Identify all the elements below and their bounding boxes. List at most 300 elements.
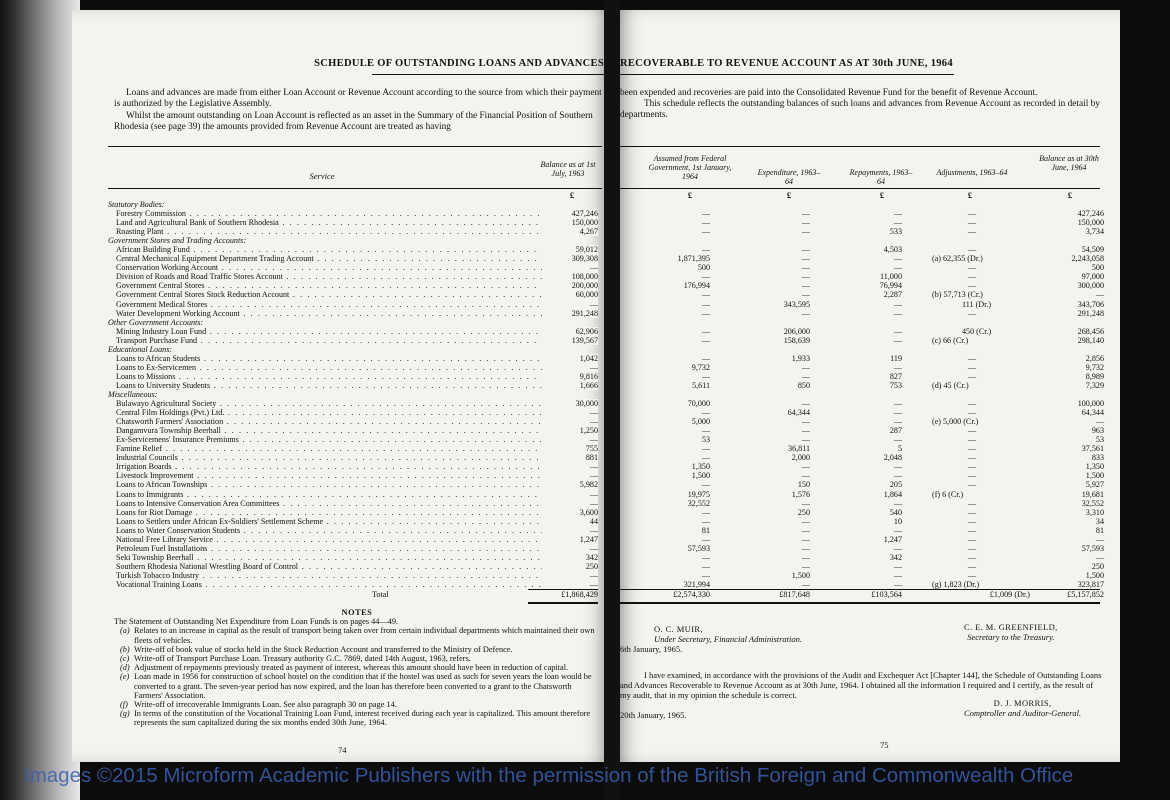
balance-1964-value: — [1095, 290, 1104, 300]
header-expenditure: Expenditure, 1963–64 [757, 168, 821, 186]
balance-1963-value: — [543, 499, 598, 508]
total-expenditure: £817,648 [779, 590, 810, 599]
notes [114, 608, 600, 728]
repayments-value [836, 390, 902, 399]
section-heading [108, 236, 598, 245]
assumed-value: — [701, 353, 710, 363]
header-rule-bottom [108, 188, 602, 189]
adjustment-value: — [968, 498, 977, 508]
adjustment-value: — [968, 263, 977, 273]
repayments-value: — [893, 399, 902, 409]
balance-1963-value: 291,248 [543, 309, 598, 318]
balance-1963-value: 200,000 [543, 281, 598, 290]
note-item [120, 654, 600, 663]
table-row [108, 381, 598, 390]
assumed-value: 5,611 [692, 380, 710, 390]
assumed-value [644, 236, 710, 245]
adjustment-value: — [968, 435, 977, 445]
balance-1964-value: 7,329 [1085, 380, 1104, 390]
balance-1963-value: 881 [543, 453, 598, 462]
expenditure-value: — [801, 272, 810, 282]
balance-1963-value: 60,000 [543, 290, 598, 299]
table-row [108, 363, 598, 372]
repayments-value: — [893, 218, 902, 228]
table-row [108, 209, 598, 218]
service-name: Government Central Stores . . . [108, 281, 542, 290]
balance-1964-value: 1,350 [1085, 462, 1104, 472]
balance-1963-value: — [543, 571, 598, 580]
expenditure-value: — [801, 435, 810, 445]
balance-1963-value: 1,666 [543, 381, 598, 390]
expenditure-value: 1,933 [791, 353, 810, 363]
note-key: (b) [120, 644, 130, 654]
table-row [108, 462, 598, 471]
assumed-value: — [701, 552, 710, 562]
assumed-value: 53 [701, 435, 710, 445]
assumed-value: — [701, 272, 710, 282]
table-row [108, 290, 598, 299]
table-row [108, 453, 598, 462]
balance-1963-value: — [543, 435, 598, 444]
assumed-value: 321,994 [683, 579, 710, 589]
assumed-value: 1,871,395 [677, 254, 710, 264]
repayments-value: — [893, 308, 902, 318]
balance-1963-value: 1,247 [543, 535, 598, 544]
header-rule-top-right [614, 146, 1100, 147]
balance-1964-value: 100,000 [1077, 399, 1104, 409]
note-text: In terms of the constitution of the Vocational Training Loan Fund, interest received during each year is capitalized. This amount therefore represents the sum capitalized during the six months ended 30th June, 1964. [134, 709, 591, 728]
adjustment-value: — [968, 281, 977, 291]
service-name: Conservation Working Account . . . [108, 263, 542, 272]
intro-left: Loans and advances are made from either Loan Account or Revenue Account according to the source from which their payment is authorized by the Legislative Assembly. [114, 88, 602, 109]
header-repayments: Repayments, 1963–64 [849, 168, 913, 186]
assumed-value: — [701, 444, 710, 454]
repayments-value: — [893, 570, 902, 580]
adjustment-value: — [968, 209, 977, 219]
assumed-value: — [701, 480, 710, 490]
expenditure-value: — [801, 552, 810, 562]
repayments-column [836, 200, 902, 589]
pound-sign: £ [569, 190, 575, 200]
balance-1964-value: 64,344 [1081, 408, 1104, 418]
assumed-value: 1,500 [691, 471, 710, 481]
adjustment-value: (c) 66 (Cr.) [932, 335, 969, 345]
service-rows [108, 200, 598, 589]
expenditure-value: — [801, 290, 810, 300]
repayments-value: 827 [889, 371, 902, 381]
adjustment-value: — [968, 426, 977, 436]
total-label: Total [372, 590, 389, 599]
service-name: Famine Relief . . . [108, 444, 542, 453]
expenditure-value: — [801, 281, 810, 291]
service-name: Turkish Tobacco Industry . . . [108, 571, 542, 580]
service-name: Loans to University Students . . . [108, 381, 542, 390]
table-row [108, 580, 598, 589]
expenditure-value: — [801, 399, 810, 409]
repayments-value: 287 [889, 426, 902, 436]
service-name: Central Mechanical Equipment Department Trading Account . . . [108, 254, 542, 263]
assumed-value [644, 318, 710, 327]
repayments-value [836, 318, 902, 327]
muir-name: O. C. MUIR, [654, 624, 704, 634]
repayments-value: 533 [889, 227, 902, 237]
adjustment-value: (e) 5,000 (Cr.) [932, 417, 979, 427]
title-right: RECOVERABLE TO REVENUE ACCOUNT AS AT 30th JUNE, 1964 [620, 58, 953, 69]
assumed-value: — [701, 326, 710, 336]
balance-1964-value [1038, 390, 1104, 399]
title-left: SCHEDULE OF OUTSTANDING LOANS AND ADVANCES [314, 58, 604, 69]
service-name: Vocational Training Loans . . . [108, 580, 542, 589]
repayments-value: 342 [889, 552, 902, 562]
table-row [108, 571, 598, 580]
balance-1964-value: 1,500 [1085, 570, 1104, 580]
repayments-value: 2,287 [883, 290, 902, 300]
service-name: Central Film Holdings (Pvt.) Ltd. . . . [108, 408, 542, 417]
adjustment-value [932, 390, 1032, 399]
repayments-value: — [893, 408, 902, 418]
expenditure-value: 1,576 [791, 489, 810, 499]
balance-1963-value: — [543, 471, 598, 480]
adjustment-value: — [968, 245, 977, 255]
note-text: Adjustment of repayments previously treated as payment of interest, whereas this amount should have been in reduction of capital. [134, 663, 569, 673]
adjustment-value: 450 (Cr.) [962, 326, 992, 336]
assumed-value: — [701, 561, 710, 571]
service-name: Other Government Accounts: [108, 317, 204, 327]
balance-1964-value: 250 [1091, 561, 1104, 571]
service-name: Division of Roads and Road Traffic Stores Account . . . [108, 272, 542, 281]
balance-1963-value: 139,567 [543, 336, 598, 345]
adjustment-value: (f) 6 (Cr.) [932, 489, 964, 499]
expenditure-value: 1,500 [791, 570, 810, 580]
balance-1964-value: 833 [1091, 453, 1104, 463]
service-name: Petroleum Fuel Installations . . . [108, 544, 542, 553]
expenditure-value: — [801, 308, 810, 318]
expenditure-value: 36,811 [788, 444, 810, 454]
expenditure-value: — [801, 498, 810, 508]
left-page [72, 10, 612, 762]
balance-1964-value: 3,310 [1085, 507, 1104, 517]
table-row [108, 426, 598, 435]
table-row [108, 417, 598, 426]
balance-1964-value [1038, 200, 1104, 209]
balance-1963-value: — [543, 300, 598, 309]
adjustment-value: (b) 57,713 (Cr.) [932, 290, 983, 300]
repayments-value: — [893, 579, 902, 589]
repayments-value: 205 [889, 480, 902, 490]
repayments-value: 2,048 [883, 453, 902, 463]
table-row [108, 281, 598, 290]
adjustment-value: — [968, 444, 977, 454]
adjustments-column [932, 200, 1032, 589]
expenditure-value: — [801, 371, 810, 381]
table-row [108, 372, 598, 381]
expenditure-value [744, 200, 810, 209]
pound-repayments: £ [879, 190, 885, 200]
adjustment-value: (d) 45 (Cr.) [932, 380, 969, 390]
muir-date: 6th January, 1965. [620, 644, 683, 654]
balance-1963-value: 44 [543, 517, 598, 526]
header-service: Service [309, 171, 335, 181]
balance-1963-value: 4,267 [543, 227, 598, 236]
total-double-rule [528, 602, 598, 604]
note-text: Write-off of book value of stocks held in the Stock Reduction Account and transferred to the Ministry of Defence. [134, 644, 513, 654]
table-row [108, 263, 598, 272]
table-row [108, 245, 598, 254]
balance-1963-value: 5,982 [543, 480, 598, 489]
repayments-value: 4,503 [883, 245, 902, 255]
total-adjustments: £1,009 (Dr.) [989, 590, 1030, 599]
assumed-value: — [701, 507, 710, 517]
balance-1964-value: 427,246 [1077, 209, 1104, 219]
assumed-value: — [701, 570, 710, 580]
page-number-left: 74 [338, 745, 347, 755]
header-balance-1964: Balance as at 30th June, 1964 [1039, 154, 1099, 172]
adjustment-value: (a) 62,355 (Dr.) [932, 254, 983, 264]
balance-1964-value: 963 [1091, 426, 1104, 436]
table-row [108, 300, 598, 309]
balance-1964-value: 32,552 [1081, 498, 1104, 508]
greenfield-title: Secretary to the Treasury. [967, 632, 1055, 642]
service-name: Loans to Ex-Servicemen . . . [108, 363, 542, 372]
balance-1963-value: 342 [543, 553, 598, 562]
note-item [120, 645, 600, 654]
balance-1963-value: — [543, 363, 598, 372]
balance-1963-value: — [543, 580, 598, 589]
right-page [614, 10, 1120, 762]
expenditure-value: — [801, 362, 810, 372]
adjustment-value: — [968, 227, 977, 237]
assumed-value: — [701, 335, 710, 345]
service-name: Land and Agricultural Bank of Southern Rhodesia . . . [108, 218, 542, 227]
balance-1964-value: 34 [1095, 516, 1104, 526]
balance-1964-value: 2,856 [1085, 353, 1104, 363]
table-row [108, 272, 598, 281]
balance-1964-value: 343,706 [1077, 299, 1104, 309]
service-name: Loans to Missions . . . [108, 372, 542, 381]
service-name: Loans for Riot Damage . . . [108, 508, 542, 517]
adjustment-value [932, 236, 1032, 245]
intro-right-2: This schedule reflects the outstanding balances of such loans and advances from Revenue Account as recorded in detail by departments. [620, 99, 1100, 120]
balance-1963-value: — [543, 263, 598, 272]
balance-1964-value: 5,927 [1085, 480, 1104, 490]
expenditure-value: — [801, 263, 810, 273]
assumed-value: — [701, 308, 710, 318]
adjustment-value: — [968, 543, 977, 553]
table-row [108, 444, 598, 453]
pound-adjustments: £ [967, 190, 973, 200]
balance-1964-value: 54,509 [1081, 245, 1104, 255]
balance-1963-value: 755 [543, 444, 598, 453]
service-name: Dangamvura Township Beerhall . . . [108, 426, 542, 435]
balance-1964-value [1038, 345, 1104, 354]
adjustment-value: — [968, 399, 977, 409]
service-name: Roasting Plant . . . [108, 227, 542, 236]
balance-1964-value: 2,243,058 [1071, 254, 1104, 264]
note-item [120, 663, 600, 672]
balance-1964-value: — [1095, 534, 1104, 544]
assumed-value: — [701, 426, 710, 436]
expenditure-value: 2,000 [791, 453, 810, 463]
balance-1964-value [1038, 318, 1104, 327]
assumed-value: — [701, 453, 710, 463]
balance-1963-value: — [543, 490, 598, 499]
repayments-value: 5 [897, 444, 902, 454]
table-row [108, 327, 598, 336]
assumed-value: 70,000 [687, 399, 710, 409]
copyright-watermark: Images ©2015 Microform Academic Publishers with the permission of the British Foreign and Commonwealth Office [24, 764, 1074, 787]
adjustment-value: — [968, 462, 977, 472]
section-heading [108, 200, 598, 209]
adjustment-value: — [968, 534, 977, 544]
repayments-value: — [893, 435, 902, 445]
expenditure-value [744, 318, 810, 327]
book-gutter [604, 0, 620, 800]
expenditure-value: — [801, 209, 810, 219]
service-name: Loans to African Students . . . [108, 354, 542, 363]
repayments-value: — [893, 471, 902, 481]
service-name: Water Development Working Account . . . [108, 309, 542, 318]
repayments-value: — [893, 254, 902, 264]
audit-certificate: I have examined, in accordance with the provisions of the Audit and Exchequer Act [Chapter 144], the Schedule of Outstanding Loans and Advances Recoverable to Revenue Account as at 30th June, 1964. I obtained all the information I required and I certify, as the result of my audit, that in my opinion the schedule is correct. [620, 670, 1102, 700]
table-row [108, 562, 598, 571]
assumed-value: — [701, 408, 710, 418]
service-name: Seki Township Beerhall . . . [108, 553, 542, 562]
signature-morris [964, 698, 1081, 718]
assumed-value [644, 390, 710, 399]
service-name: Educational Loans: [108, 344, 173, 354]
expenditure-value: — [801, 245, 810, 255]
expenditure-value: — [801, 525, 810, 535]
service-name: Loans to Immigrants . . . [108, 490, 542, 499]
balance-1964-value: 8,989 [1085, 371, 1104, 381]
service-name: Statutory Bodies: [108, 200, 165, 209]
service-name: Miscellaneous: [108, 389, 158, 399]
service-name: National Free Library Service . . . [108, 535, 542, 544]
header-assumed: Assumed from Federal Government, 1st January, 1964 [648, 154, 732, 181]
assumed-value: — [701, 534, 710, 544]
table-row [108, 227, 598, 236]
service-name: Loans to African Townships . . . [108, 480, 542, 489]
balance-1964-value: 3,734 [1085, 227, 1104, 237]
balance-1963-value: — [543, 417, 598, 426]
title-rule-right [614, 74, 954, 75]
adjustment-value: — [968, 362, 977, 372]
expenditure-value: — [801, 254, 810, 264]
expenditure-value: — [801, 561, 810, 571]
section-heading [108, 318, 598, 327]
assumed-value: 500 [697, 263, 710, 273]
intro-right: been expended and recoveries are paid into the Consolidated Revenue Fund for the benefit of Revenue Account. [620, 88, 1038, 98]
balance-1963-value: 62,906 [543, 327, 598, 336]
expenditure-value: 343,595 [783, 299, 810, 309]
expenditure-value [744, 236, 810, 245]
adjustment-value: — [968, 561, 977, 571]
adjustment-value: — [968, 453, 977, 463]
service-name: Loans to Intensive Conservation Area Committees . . . [108, 499, 542, 508]
assumed-value: 57,593 [687, 543, 710, 553]
balance-1964-value: 57,593 [1081, 543, 1104, 553]
adjustment-value: — [968, 371, 977, 381]
signature-muir [654, 624, 802, 644]
balance-1963-value: 309,308 [543, 254, 598, 263]
balance-1963-value: 30,000 [543, 399, 598, 408]
balance-1964-value: 97,000 [1081, 272, 1104, 282]
table-row [108, 526, 598, 535]
balance-1963-value: 250 [543, 562, 598, 571]
table-row [108, 254, 598, 263]
assumed-value [644, 345, 710, 354]
expenditure-value: 850 [797, 380, 810, 390]
expenditure-value: — [801, 534, 810, 544]
balance-1964-value: 150,000 [1077, 218, 1104, 228]
repayments-value: — [893, 335, 902, 345]
note-item [120, 626, 600, 644]
balance-1963-value: 427,246 [543, 209, 598, 218]
adjustment-value: — [968, 507, 977, 517]
balance-1964-value: 323,817 [1077, 579, 1104, 589]
assumed-value: — [701, 290, 710, 300]
service-name: Ex-Servicemens' Insurance Premiums . . . [108, 435, 542, 444]
note-key: (c) [120, 654, 130, 664]
table-row [108, 517, 598, 526]
section-heading [108, 345, 598, 354]
expenditure-value: 64,344 [787, 408, 810, 418]
repayments-value: — [893, 209, 902, 219]
repayments-value: 1,864 [883, 489, 902, 499]
assumed-value: — [701, 371, 710, 381]
adjustment-value: — [968, 218, 977, 228]
section-heading [108, 390, 598, 399]
adjustment-value: 111 (Dr.) [962, 299, 992, 309]
expenditure-value: — [801, 462, 810, 472]
balance-1963-value: 3,600 [543, 508, 598, 517]
total-assumed: £2,574,330 [673, 590, 710, 599]
total-balance-1963: £1,868,429 [561, 590, 598, 599]
service-name: Southern Rhodesia National Wrestling Board of Control . . . [108, 562, 542, 571]
repayments-value: 76,994 [879, 281, 902, 291]
balance-1964-value: 19,681 [1081, 489, 1104, 499]
balance-1963-value: 108,000 [543, 272, 598, 281]
assumed-value: 9,732 [691, 362, 710, 372]
balance-1964-value: — [1095, 417, 1104, 427]
repayments-value: — [893, 462, 902, 472]
repayments-value: 10 [893, 516, 902, 526]
notes-title: NOTES [341, 608, 373, 617]
note-key: (e) [120, 672, 130, 682]
total-double-rule-right [614, 602, 1100, 604]
page-number-right: 75 [880, 740, 889, 750]
adjustment-value: — [968, 525, 977, 535]
expenditure-value [744, 345, 810, 354]
note-item [120, 672, 600, 700]
muir-title: Under Secretary, Financial Administration. [654, 634, 803, 644]
expenditure-value: — [801, 579, 810, 589]
assumed-value: 5,000 [691, 417, 710, 427]
balance-1964-value: 37,561 [1081, 444, 1104, 454]
repayments-value: 119 [890, 353, 902, 363]
header-rule-bottom-right [614, 188, 1100, 189]
expenditure-value: 150 [797, 480, 810, 490]
adjustment-value [932, 318, 1032, 327]
balance-1963-value: — [543, 544, 598, 553]
adjustment-value [932, 200, 1032, 209]
table-row [108, 480, 598, 489]
adjustment-value: — [968, 570, 977, 580]
repayments-value: — [893, 362, 902, 372]
balance-1963-value: 1,042 [543, 354, 598, 363]
service-name: Bulawayo Agricultural Society . . . [108, 399, 542, 408]
expenditure-value [744, 390, 810, 399]
